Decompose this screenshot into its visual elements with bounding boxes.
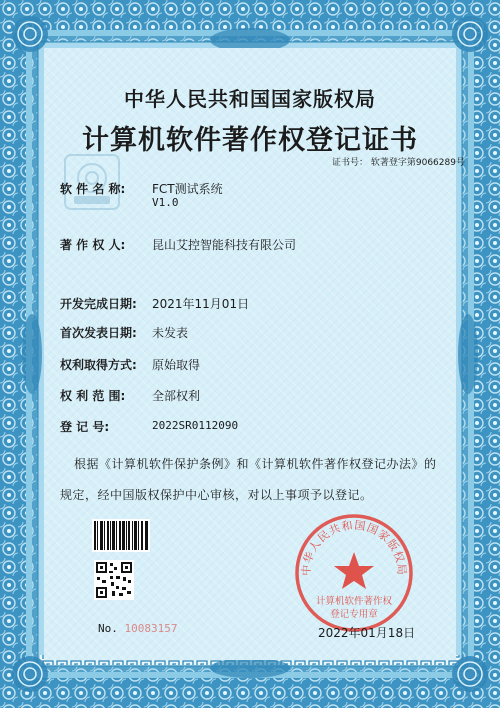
rights-scope-label: 权 利 范 围: — [60, 389, 126, 403]
first-publish-date-value: 未发表 — [152, 326, 189, 340]
seal-text-line-2: 登记专用章 — [330, 609, 378, 620]
body-text-line-2: 规定，经中国版权保护中心审核，对以上事项予以登记。 — [60, 488, 373, 502]
software-version-value: V1.0 — [152, 196, 179, 209]
body-text-line-1: 根据《计算机软件保护条例》和《计算机软件著作权登记办法》的 — [74, 457, 437, 471]
first-publish-date-label: 首次发表日期: — [60, 326, 137, 340]
issuer-title: 中华人民共和国国家版权局 — [124, 87, 376, 111]
seal-text-line-1: 计算机软件著作权 — [315, 596, 393, 607]
barcode-image — [92, 519, 150, 552]
completion-date-label: 开发完成日期: — [60, 297, 137, 311]
rights-scope-value: 全部权利 — [152, 389, 201, 403]
certificate-title: 计算机软件著作权登记证书 — [82, 125, 418, 156]
official-red-seal — [293, 512, 415, 634]
certificate-number: 证书号： 软著登字第9066289号 — [332, 158, 465, 168]
qr-code-image — [94, 560, 134, 600]
software-name-value: FCT测试系统 — [152, 182, 223, 196]
owner-label: 著 作 权 人: — [60, 238, 126, 252]
completion-date-value: 2021年11月01日 — [152, 297, 250, 311]
software-name-label: 软 件 名 称: — [60, 182, 126, 196]
registration-number-label: 登 记 号: — [60, 420, 110, 434]
seal-arc-text: 中华人民共和国国家版权局 — [299, 518, 409, 577]
serial-number-prefix: No. — [98, 622, 118, 635]
registration-number-value: 2022SR0112090 — [152, 419, 239, 432]
acquisition-method-value: 原始取得 — [152, 358, 201, 372]
issue-date: 2022年01月18日 — [318, 626, 416, 640]
owner-value: 昆山艾控智能科技有限公司 — [152, 238, 297, 252]
serial-number — [98, 622, 177, 635]
serial-number-value: 10083157 — [124, 622, 178, 635]
acquisition-method-label: 权利取得方式: — [60, 358, 137, 372]
